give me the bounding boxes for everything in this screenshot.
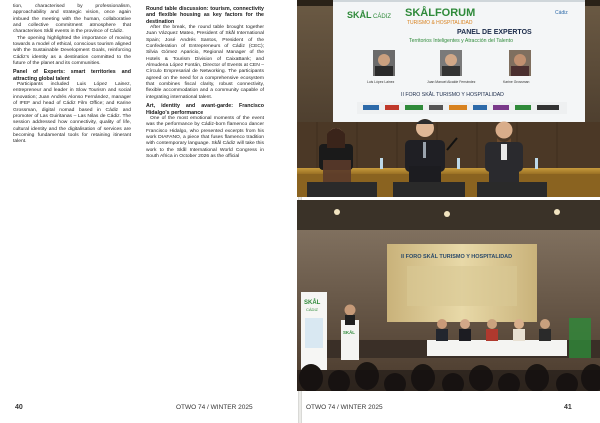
svg-text:Juan Manuel Alcalde Fernández: Juan Manuel Alcalde Fernández: [427, 80, 476, 84]
section-heading: Panel of Experts: smart territories and attracting global talent: [13, 69, 131, 82]
forum-audience-photo: [297, 200, 600, 391]
right-folio: OTWO 74 / WINTER 2025: [306, 404, 383, 411]
skal-forum-logo: SKÅLFORUM: [405, 7, 476, 19]
svg-text:CÁDIZ: CÁDIZ: [306, 307, 318, 312]
section-heading: Art, identity and avant-garde: Francisco Hidalgo's performance: [146, 103, 264, 116]
section-heading: Round table discussion: tourism, connectivity and flexible housing as key factors for the destination: [146, 6, 264, 25]
svg-text:II FORO SKÅL TURISMO Y HOSPITA: II FORO SKÅL TURISMO Y HOSPITALIDAD: [401, 92, 504, 98]
english-column-2: [146, 4, 264, 160]
svg-text:Territorios Inteligentes y Atr: Territorios Inteligentes y Atracción del Talento: [409, 38, 513, 44]
svg-text:Luis López Lainez: Luis López Lainez: [367, 80, 395, 84]
left-folio: OTWO 74 / WINTER 2025: [176, 404, 253, 411]
body-paragraph: The opening highlighted the importance of moving towards a model of ethical, conscious tourism aligned with the Sustainable Development Goals, reinforcing Cádiz's identity as a destination committed to the future of the planet and its communities.: [13, 35, 131, 67]
projection-screen: [333, 0, 585, 122]
body-paragraph: One of the most emotional moments of the event was the performance by Cádiz-born flamenco dancer Francisco Hidalgo, who presented excerpts from his work DIAFANO, a piece that fuses flamenco tradition with contemporary language. Skål Cádiz will take this work to the Skål International World Congress in South Africa in October 2026 as the official: [146, 115, 264, 159]
svg-text:TURISMO & HOSPITALIDAD: TURISMO & HOSPITALIDAD: [407, 20, 473, 26]
svg-text:SKÅL: SKÅL: [343, 330, 355, 335]
right-page-number: 41: [564, 404, 572, 411]
body-paragraph: tion, characterised by professionalism, approachability and strategic vision, once again imbued the meeting with the human, collaborative and collective commitment atmosphere that characterises Skål events in the province of Cádiz.: [13, 4, 131, 35]
skal-logo-text: SKÅL: [347, 10, 372, 20]
left-page: [0, 0, 298, 423]
stage-screen: [387, 244, 537, 322]
svg-text:SKÅL: SKÅL: [304, 300, 321, 306]
english-column-1: [13, 4, 131, 146]
left-page-number: 40: [15, 404, 23, 411]
svg-text:CÁDIZ: CÁDIZ: [373, 14, 391, 20]
panel-of-experts-photo: [297, 0, 600, 197]
svg-text:II FORO SKÅL TURISMO Y HOSPITA: II FORO SKÅL TURISMO Y HOSPITALIDAD: [401, 254, 513, 260]
body-paragraph: After the break, the round table brought together Juan Vázquez Mateo, President of Skål International Spain; José Andrés Santos, President of the Confederation of Entrepreneurs of Cádiz (CEC); Silvia Gómez Aparicio, Regional Manager of the Hotels & Tourism Division of CaixaBank; and Almudena López Fontán, Director of Events at CEN – Círculo Empresarial de Networking. The participants agreed on the need for a comprehensive ecosystem that combines fiscal clarity, robust connectivity, flexible accommodation and a community capable of integrating international talent.: [146, 25, 264, 100]
svg-text:Cádiz: Cádiz: [555, 10, 568, 16]
svg-text:PANEL DE EXPERTOS: PANEL DE EXPERTOS: [457, 29, 532, 36]
svg-text:Karine Grossman: Karine Grossman: [503, 80, 530, 84]
skal-rollup-banner: [301, 292, 327, 370]
body-paragraph: Participants included Luis López Lainez, entrepreneur and leader in Slow Tourism and social innovation; Juan Andrés Alonso Fernández, manager of IFEF and head of Cádiz Film Office; and Karine Grossman, digital nomad based in Cádiz and promoter of Las Guiritanas – Las Nilas de Cádiz. The session addressed how connectivity, quality of life, cultural identity and the digitalisation of services are becoming fundamental tools for retaining itinerant talent.: [13, 82, 131, 145]
